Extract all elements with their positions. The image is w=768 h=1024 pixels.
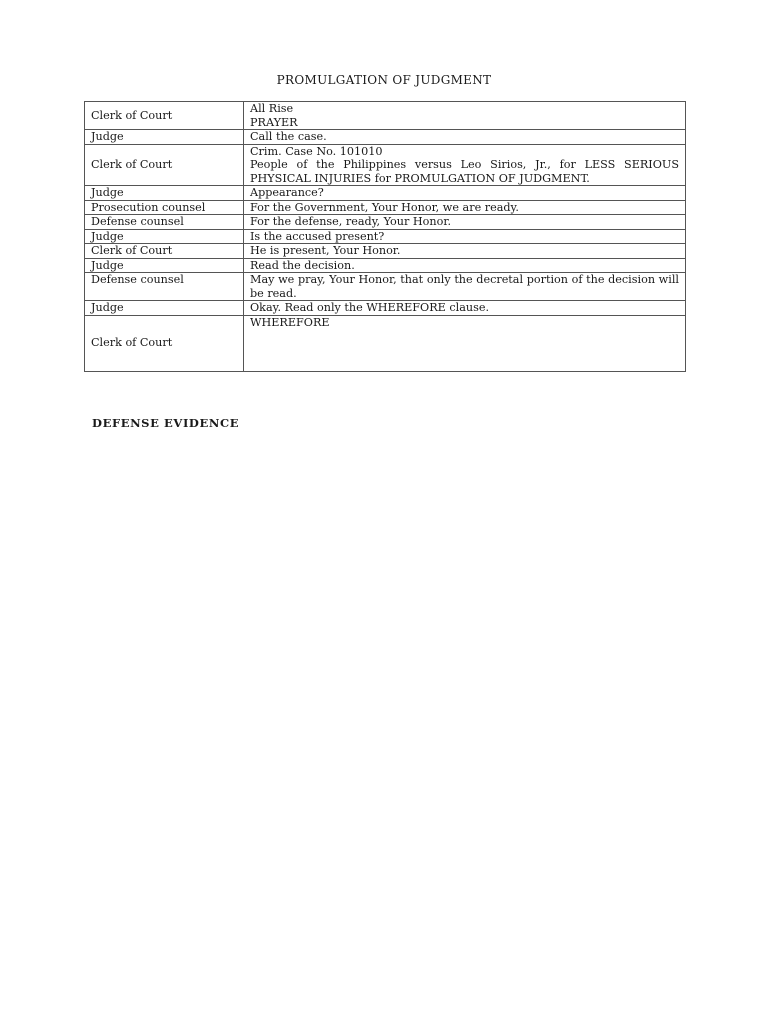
dialogue-cell bbox=[244, 186, 686, 201]
speaker-cell: Judge bbox=[85, 186, 244, 201]
table-row bbox=[85, 244, 686, 259]
table-row bbox=[85, 102, 686, 130]
dialogue-cell bbox=[244, 130, 686, 145]
speaker-cell: Clerk of Court bbox=[85, 102, 244, 130]
speaker-cell: Clerk of Court bbox=[85, 315, 244, 371]
dialogue-line: WHEREFORE bbox=[250, 315, 330, 329]
dialogue-line: For the Government, Your Honor, we are ready. bbox=[250, 200, 519, 214]
table-row bbox=[85, 186, 686, 201]
dialogue-cell bbox=[244, 301, 686, 316]
dialogue-line: Read the decision. bbox=[250, 258, 355, 272]
speaker-cell: Judge bbox=[85, 258, 244, 273]
section-heading: DEFENSE EVIDENCE bbox=[92, 416, 240, 430]
page-title: PROMULGATION OF JUDGMENT bbox=[276, 73, 492, 87]
dialogue-line: PRAYER bbox=[250, 115, 298, 129]
table-row bbox=[85, 229, 686, 244]
dialogue-cell bbox=[244, 229, 686, 244]
dialogue-line: People of the Philippines versus Leo Sirios, Jr., for LESS SERIOUS PHYSICAL INJURIES for PROMULGATION OF JUDGMENT. bbox=[250, 158, 679, 185]
speaker-cell: Clerk of Court bbox=[85, 244, 244, 259]
table-row bbox=[85, 200, 686, 215]
dialogue-cell bbox=[244, 258, 686, 273]
table-row bbox=[85, 258, 686, 273]
dialogue-cell bbox=[244, 273, 686, 301]
speaker-cell: Prosecution counsel bbox=[85, 200, 244, 215]
promulgation-script-table bbox=[84, 101, 686, 372]
speaker-cell: Clerk of Court bbox=[85, 144, 244, 186]
dialogue-line: Call the case. bbox=[250, 130, 327, 143]
dialogue-cell bbox=[244, 200, 686, 215]
speaker-cell: Judge bbox=[85, 301, 244, 316]
dialogue-line: Okay. Read only the WHEREFORE clause. bbox=[250, 301, 490, 314]
dialogue-line: For the defense, ready, Your Honor. bbox=[250, 215, 451, 228]
dialogue-cell bbox=[244, 315, 686, 371]
speaker-cell: Defense counsel bbox=[85, 273, 244, 301]
dialogue-cell bbox=[244, 144, 686, 186]
table-row bbox=[85, 144, 686, 186]
dialogue-line: He is present, Your Honor. bbox=[250, 244, 401, 257]
table-row bbox=[85, 301, 686, 316]
speaker-cell: Defense counsel bbox=[85, 215, 244, 230]
table-row bbox=[85, 215, 686, 230]
dialogue-line: Crim. Case No. 101010 bbox=[250, 144, 383, 158]
speaker-cell: Judge bbox=[85, 130, 244, 145]
dialogue-line: Appearance? bbox=[250, 186, 324, 199]
dialogue-cell bbox=[244, 244, 686, 259]
table-row bbox=[85, 315, 686, 371]
dialogue-cell bbox=[244, 102, 686, 130]
dialogue-line: Is the accused present? bbox=[250, 229, 385, 243]
dialogue-cell bbox=[244, 215, 686, 230]
dialogue-line: May we pray, Your Honor, that only the decretal portion of the decision will be read. bbox=[250, 273, 679, 300]
dialogue-line: All Rise bbox=[250, 102, 294, 115]
speaker-cell: Judge bbox=[85, 229, 244, 244]
table-row bbox=[85, 130, 686, 145]
table-row bbox=[85, 273, 686, 301]
